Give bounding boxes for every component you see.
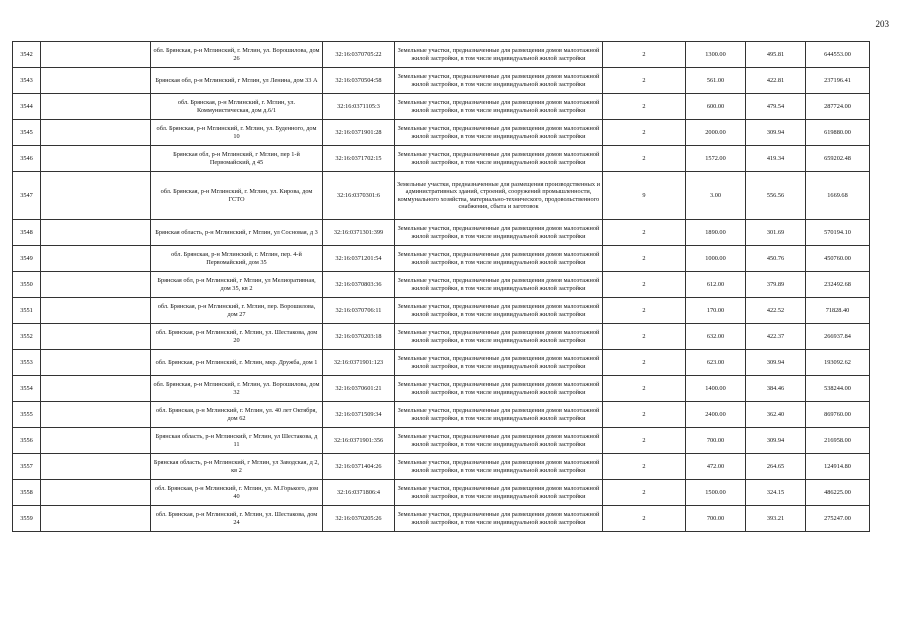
cadastral-number-cell: 32:16:0370705:22 xyxy=(323,42,395,68)
blank-cell xyxy=(41,220,151,246)
cadastral-number-cell: 32:16:0371509:34 xyxy=(323,402,395,428)
cadastral-number-cell: 32:16:0371806:4 xyxy=(323,480,395,506)
table-row xyxy=(13,172,870,220)
area-cell: 561.00 xyxy=(686,68,746,94)
permitted-use-cell: Земельные участки, предназначенные для размещения домов малоэтажной жилой застройки, в том числе индивидуальной жилой застройки xyxy=(395,480,603,506)
area-cell: 170.00 xyxy=(686,298,746,324)
row-number-cell: 3549 xyxy=(13,246,41,272)
area-cell: 2000.00 xyxy=(686,120,746,146)
permitted-use-cell: Земельные участки, предназначенные для размещения домов малоэтажной жилой застройки, в том числе индивидуальной жилой застройки xyxy=(395,454,603,480)
cadastral-value-cell: 287724.00 xyxy=(806,94,870,120)
address-cell: обл. Брянская, р-н Мглинский, г. Мглин, мкр. Дружба, дом 1 xyxy=(151,350,323,376)
cadastral-value-cell: 237196.41 xyxy=(806,68,870,94)
cadastral-value-cell: 486225.00 xyxy=(806,480,870,506)
cadastral-number-cell: 32:16:0370205:26 xyxy=(323,506,395,532)
permitted-use-cell: Земельные участки, предназначенные для размещения домов малоэтажной жилой застройки, в том числе индивидуальной жилой застройки xyxy=(395,298,603,324)
address-cell: Брянская обл, р-н Мглинский, г Мглин, ул Ленина, дом 33 А xyxy=(151,68,323,94)
cadastral-value-cell: 266937.84 xyxy=(806,324,870,350)
specific-value-cell: 301.69 xyxy=(746,220,806,246)
row-number-cell: 3551 xyxy=(13,298,41,324)
cadastral-value-cell: 232492.68 xyxy=(806,272,870,298)
cadastral-number-cell: 32:16:0370203:18 xyxy=(323,324,395,350)
use-category-cell: 2 xyxy=(603,402,686,428)
cadastral-value-cell: 619880.00 xyxy=(806,120,870,146)
use-category-cell: 2 xyxy=(603,324,686,350)
row-number-cell: 3555 xyxy=(13,402,41,428)
specific-value-cell: 495.81 xyxy=(746,42,806,68)
blank-cell xyxy=(41,402,151,428)
page-number: 203 xyxy=(875,19,889,29)
table-row xyxy=(13,120,870,146)
specific-value-cell: 422.52 xyxy=(746,298,806,324)
area-cell: 700.00 xyxy=(686,428,746,454)
cadastral-value-cell: 193092.62 xyxy=(806,350,870,376)
use-category-cell: 2 xyxy=(603,350,686,376)
row-number-cell: 3547 xyxy=(13,172,41,220)
blank-cell xyxy=(41,68,151,94)
blank-cell xyxy=(41,146,151,172)
row-number-cell: 3554 xyxy=(13,376,41,402)
use-category-cell: 2 xyxy=(603,246,686,272)
table-row xyxy=(13,428,870,454)
table-row xyxy=(13,506,870,532)
use-category-cell: 2 xyxy=(603,480,686,506)
area-cell: 1400.00 xyxy=(686,376,746,402)
blank-cell xyxy=(41,350,151,376)
cadastral-number-cell: 32:16:0371201:54 xyxy=(323,246,395,272)
permitted-use-cell: Земельные участки, предназначенные для размещения домов малоэтажной жилой застройки, в том числе индивидуальной жилой застройки xyxy=(395,506,603,532)
cadastral-number-cell: 32:16:0371901:28 xyxy=(323,120,395,146)
blank-cell xyxy=(41,246,151,272)
row-number-cell: 3542 xyxy=(13,42,41,68)
address-cell: обл. Брянская, р-н Мглинский, г. Мглин, ул. Коммунистическая, дом д.6/1 xyxy=(151,94,323,120)
blank-cell xyxy=(41,272,151,298)
specific-value-cell: 422.37 xyxy=(746,324,806,350)
permitted-use-cell: Земельные участки, предназначенные для размещения домов малоэтажной жилой застройки, в том числе индивидуальной жилой застройки xyxy=(395,220,603,246)
blank-cell xyxy=(41,454,151,480)
row-number-cell: 3557 xyxy=(13,454,41,480)
address-cell: обл. Брянская, р-н Мглинский, г. Мглин, ул. 40 лет Октября, дом 62 xyxy=(151,402,323,428)
cadastral-value-cell: 659202.48 xyxy=(806,146,870,172)
permitted-use-cell: Земельные участки, предназначенные для размещения домов малоэтажной жилой застройки, в том числе индивидуальной жилой застройки xyxy=(395,376,603,402)
address-cell: обл. Брянская, р-н Мглинский, г. Мглин, ул. Буденного, дом 10 xyxy=(151,120,323,146)
cadastral-value-cell: 450760.00 xyxy=(806,246,870,272)
blank-cell xyxy=(41,428,151,454)
row-number-cell: 3558 xyxy=(13,480,41,506)
cadastral-value-cell: 216958.00 xyxy=(806,428,870,454)
area-cell: 612.00 xyxy=(686,272,746,298)
cadastral-number-cell: 32:16:0370601:21 xyxy=(323,376,395,402)
area-cell: 600.00 xyxy=(686,94,746,120)
table-row xyxy=(13,94,870,120)
row-number-cell: 3559 xyxy=(13,506,41,532)
specific-value-cell: 556.56 xyxy=(746,172,806,220)
table-row xyxy=(13,246,870,272)
specific-value-cell: 309.94 xyxy=(746,120,806,146)
specific-value-cell: 393.21 xyxy=(746,506,806,532)
use-category-cell: 2 xyxy=(603,220,686,246)
cadastral-number-cell: 32:16:0371404:26 xyxy=(323,454,395,480)
specific-value-cell: 419.34 xyxy=(746,146,806,172)
use-category-cell: 2 xyxy=(603,94,686,120)
cadastral-number-cell: 32:16:0370803:36 xyxy=(323,272,395,298)
row-number-cell: 3553 xyxy=(13,350,41,376)
table-row xyxy=(13,146,870,172)
cadastral-value-table xyxy=(12,41,870,532)
address-cell: Брянская обл, р-н Мглинский, г Мглин, пер 1-й Первомайский, д 45 xyxy=(151,146,323,172)
permitted-use-cell: Земельные участки, предназначенные для размещения домов малоэтажной жилой застройки, в том числе индивидуальной жилой застройки xyxy=(395,42,603,68)
row-number-cell: 3550 xyxy=(13,272,41,298)
address-cell: Брянская область, р-н Мглинский, г Мглин, ул Шестакова, д 11 xyxy=(151,428,323,454)
specific-value-cell: 479.54 xyxy=(746,94,806,120)
use-category-cell: 2 xyxy=(603,376,686,402)
row-number-cell: 3543 xyxy=(13,68,41,94)
area-cell: 700.00 xyxy=(686,506,746,532)
address-cell: Брянская обл, р-н Мглинский, г Мглин, ул Мелиоративная, дом 35, кв 2 xyxy=(151,272,323,298)
blank-cell xyxy=(41,172,151,220)
row-number-cell: 3556 xyxy=(13,428,41,454)
use-category-cell: 2 xyxy=(603,506,686,532)
table-row xyxy=(13,298,870,324)
table-row xyxy=(13,454,870,480)
address-cell: обл. Брянская, р-н Мглинский, г. Мглин, ул. Шестакова, дом 24 xyxy=(151,506,323,532)
use-category-cell: 2 xyxy=(603,454,686,480)
specific-value-cell: 450.76 xyxy=(746,246,806,272)
permitted-use-cell: Земельные участки, предназначенные для размещения домов малоэтажной жилой застройки, в том числе индивидуальной жилой застройки xyxy=(395,350,603,376)
table-row xyxy=(13,350,870,376)
specific-value-cell: 264.65 xyxy=(746,454,806,480)
address-cell: обл. Брянская, р-н Мглинский, г. Мглин, ул. Шестакова, дом 20 xyxy=(151,324,323,350)
table-row xyxy=(13,324,870,350)
blank-cell xyxy=(41,376,151,402)
cadastral-value-cell: 275247.00 xyxy=(806,506,870,532)
area-cell: 1300.00 xyxy=(686,42,746,68)
use-category-cell: 2 xyxy=(603,120,686,146)
table-row xyxy=(13,376,870,402)
use-category-cell: 2 xyxy=(603,298,686,324)
specific-value-cell: 362.40 xyxy=(746,402,806,428)
cadastral-number-cell: 32:16:0370301:6 xyxy=(323,172,395,220)
cadastral-value-cell: 869760.00 xyxy=(806,402,870,428)
area-cell: 1890.00 xyxy=(686,220,746,246)
area-cell: 1500.00 xyxy=(686,480,746,506)
use-category-cell: 2 xyxy=(603,146,686,172)
table-row xyxy=(13,272,870,298)
table-row xyxy=(13,402,870,428)
address-cell: обл. Брянская, р-н Мглинский, г. Мглин, ул. Кирова, дом ГСТО xyxy=(151,172,323,220)
area-cell: 2400.00 xyxy=(686,402,746,428)
use-category-cell: 2 xyxy=(603,42,686,68)
address-cell: обл. Брянская, р-н Мглинский, г. Мглин, ул. М.Горького, дом 40 xyxy=(151,480,323,506)
cadastral-value-cell: 71828.40 xyxy=(806,298,870,324)
row-number-cell: 3546 xyxy=(13,146,41,172)
area-cell: 472.00 xyxy=(686,454,746,480)
blank-cell xyxy=(41,324,151,350)
area-cell: 3.00 xyxy=(686,172,746,220)
use-category-cell: 9 xyxy=(603,172,686,220)
address-cell: Брянская область, р-н Мглинский, г Мглин, ул Заводская, д 2, кв 2 xyxy=(151,454,323,480)
row-number-cell: 3545 xyxy=(13,120,41,146)
cadastral-number-cell: 32:16:0371301:399 xyxy=(323,220,395,246)
table-row xyxy=(13,42,870,68)
use-category-cell: 2 xyxy=(603,272,686,298)
cadastral-value-cell: 124914.80 xyxy=(806,454,870,480)
specific-value-cell: 379.89 xyxy=(746,272,806,298)
address-cell: обл. Брянская, р-н Мглинский, г. Мглин, пер. 4-й Первомайский, дом 35 xyxy=(151,246,323,272)
specific-value-cell: 324.15 xyxy=(746,480,806,506)
cadastral-number-cell: 32:16:0371901:123 xyxy=(323,350,395,376)
blank-cell xyxy=(41,94,151,120)
specific-value-cell: 309.94 xyxy=(746,350,806,376)
cadastral-number-cell: 32:16:0371901:356 xyxy=(323,428,395,454)
blank-cell xyxy=(41,42,151,68)
row-number-cell: 3552 xyxy=(13,324,41,350)
cadastral-number-cell: 32:16:0370706:11 xyxy=(323,298,395,324)
cadastral-value-cell: 644553.00 xyxy=(806,42,870,68)
table-row xyxy=(13,480,870,506)
permitted-use-cell: Земельные участки, предназначенные для размещения домов малоэтажной жилой застройки, в том числе индивидуальной жилой застройки xyxy=(395,272,603,298)
area-cell: 632.00 xyxy=(686,324,746,350)
cadastral-value-cell: 570194.10 xyxy=(806,220,870,246)
row-number-cell: 3544 xyxy=(13,94,41,120)
cadastral-number-cell: 32:16:0370504:58 xyxy=(323,68,395,94)
cadastral-value-cell: 538244.00 xyxy=(806,376,870,402)
area-cell: 623.00 xyxy=(686,350,746,376)
use-category-cell: 2 xyxy=(603,428,686,454)
address-cell: обл. Брянская, р-н Мглинский, г. Мглин, пер. Ворошилова, дом 27 xyxy=(151,298,323,324)
blank-cell xyxy=(41,120,151,146)
specific-value-cell: 422.81 xyxy=(746,68,806,94)
permitted-use-cell: Земельные участки, предназначенные для размещения домов малоэтажной жилой застройки, в том числе индивидуальной жилой застройки xyxy=(395,246,603,272)
area-cell: 1572.00 xyxy=(686,146,746,172)
permitted-use-cell: Земельные участки, предназначенные для размещения домов малоэтажной жилой застройки, в том числе индивидуальной жилой застройки xyxy=(395,146,603,172)
specific-value-cell: 384.46 xyxy=(746,376,806,402)
cadastral-number-cell: 32:16:0371702:15 xyxy=(323,146,395,172)
row-number-cell: 3548 xyxy=(13,220,41,246)
permitted-use-cell: Земельные участки, предназначенные для размещения домов малоэтажной жилой застройки, в том числе индивидуальной жилой застройки xyxy=(395,68,603,94)
blank-cell xyxy=(41,298,151,324)
specific-value-cell: 309.94 xyxy=(746,428,806,454)
table-row xyxy=(13,220,870,246)
cadastral-value-cell: 1669.68 xyxy=(806,172,870,220)
permitted-use-cell: Земельные участки, предназначенные для размещения домов малоэтажной жилой застройки, в том числе индивидуальной жилой застройки xyxy=(395,324,603,350)
blank-cell xyxy=(41,506,151,532)
cadastral-number-cell: 32:16:0371105:3 xyxy=(323,94,395,120)
permitted-use-cell: Земельные участки, предназначенные для размещения домов малоэтажной жилой застройки, в том числе индивидуальной жилой застройки xyxy=(395,94,603,120)
permitted-use-cell: Земельные участки, предназначенные для размещения домов малоэтажной жилой застройки, в том числе индивидуальной жилой застройки xyxy=(395,120,603,146)
address-cell: обл. Брянская, р-н Мглинский, г. Мглин, ул. Ворошилова, дом 26 xyxy=(151,42,323,68)
permitted-use-cell: Земельные участки, предназначенные для размещения домов малоэтажной жилой застройки, в том числе индивидуальной жилой застройки xyxy=(395,428,603,454)
permitted-use-cell: Земельные участки, предназначенные для размещения производственных и административных зданий, строений, сооружений промышленности, коммунального хозяйства, материально-технического, продовольственного снабжения, сбыта и заготовок xyxy=(395,172,603,220)
area-cell: 1000.00 xyxy=(686,246,746,272)
blank-cell xyxy=(41,480,151,506)
address-cell: Брянская область, р-н Мглинский, г Мглин, ул Сосновая, д 3 xyxy=(151,220,323,246)
address-cell: обл. Брянская, р-н Мглинский, г. Мглин, ул. Ворошилова, дом 32 xyxy=(151,376,323,402)
use-category-cell: 2 xyxy=(603,68,686,94)
table-row xyxy=(13,68,870,94)
permitted-use-cell: Земельные участки, предназначенные для размещения домов малоэтажной жилой застройки, в том числе индивидуальной жилой застройки xyxy=(395,402,603,428)
